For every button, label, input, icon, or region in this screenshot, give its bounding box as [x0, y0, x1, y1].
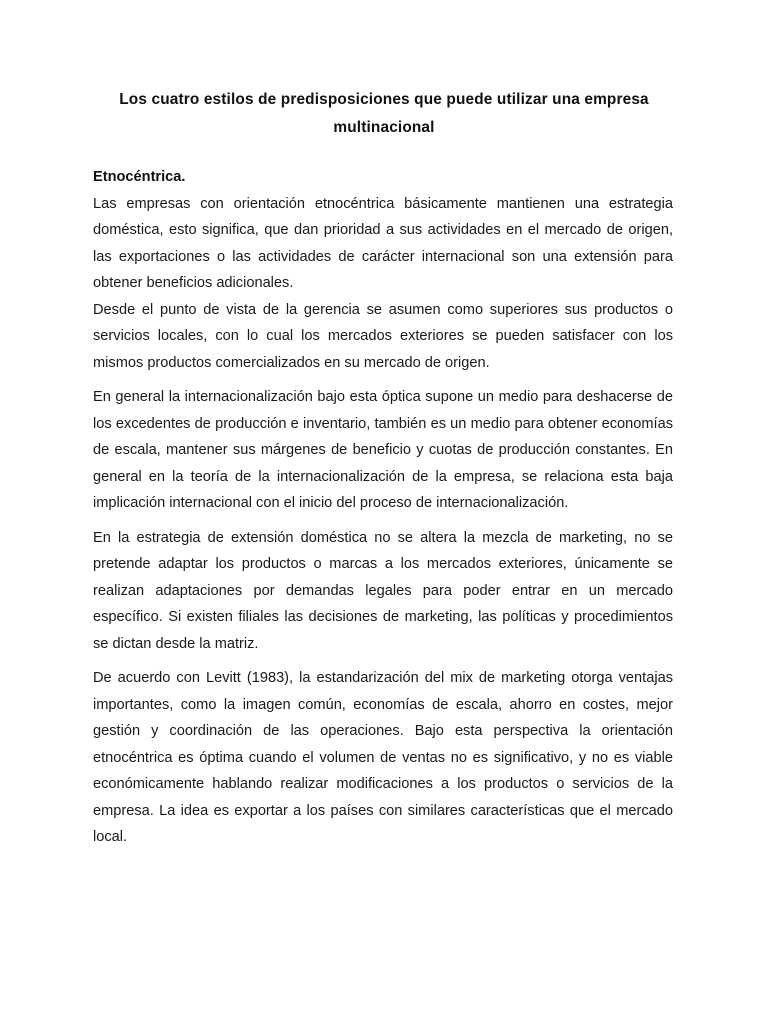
- paragraph: Desde el punto de vista de la gerencia se asumen como superiores sus productos o servicios locales, con lo cual los mercados exteriores se pueden satisfacer con los mismos productos comercializados en su mercado de origen.: [93, 301, 673, 371]
- document-title: Los cuatro estilos de predisposiciones que puede utilizar una empresa multinacional: [119, 91, 649, 136]
- section-heading: Etnocéntrica.: [93, 169, 186, 185]
- paragraph: En la estrategia de extensión doméstica no se altera la mezcla de marketing, no se pretende adaptar los productos o marcas a los mercados exteriores, únicamente se realizan adaptaciones por demandas legales para poder entrar en un mercado específico. Si existen filiales las decisiones de marketing, las políticas y procedimientos se dictan desde la matriz.: [93, 529, 673, 652]
- paragraph: En general la internacionalización bajo esta óptica supone un medio para deshacerse de los excedentes de producción e inventario, también es un medio para obtener economías de escala, mantener sus márgenes de beneficio y cuotas de producción constantes. En general en la teoría de la internacionalización de la empresa, se relaciona esta baja implicación internacional con el inicio del proceso de internacionalización.: [93, 389, 673, 511]
- paragraph: Las empresas con orientación etnocéntrica básicamente mantienen una estrategia doméstica, esto significa, que dan prioridad a sus actividades en el mercado de origen, las exportaciones o las actividades de carácter internacional son una extensión para obtener beneficios adicionales.: [93, 195, 673, 291]
- document-body: [93, 164, 673, 859]
- paragraph: De acuerdo con Levitt (1983), la estandarización del mix de marketing otorga ventajas importantes, como la imagen común, economías de escala, ahorro en costes, mejor gestión y coordinación de las operaciones. Bajo esta perspectiva la orientación etnocéntrica es óptima cuando el volumen de ventas no es significativo, y no es viable económicamente hablando realizar modificaciones a los productos o servicios de la empresa. La idea es exportar a los países con similares características que el mercado local.: [93, 670, 673, 845]
